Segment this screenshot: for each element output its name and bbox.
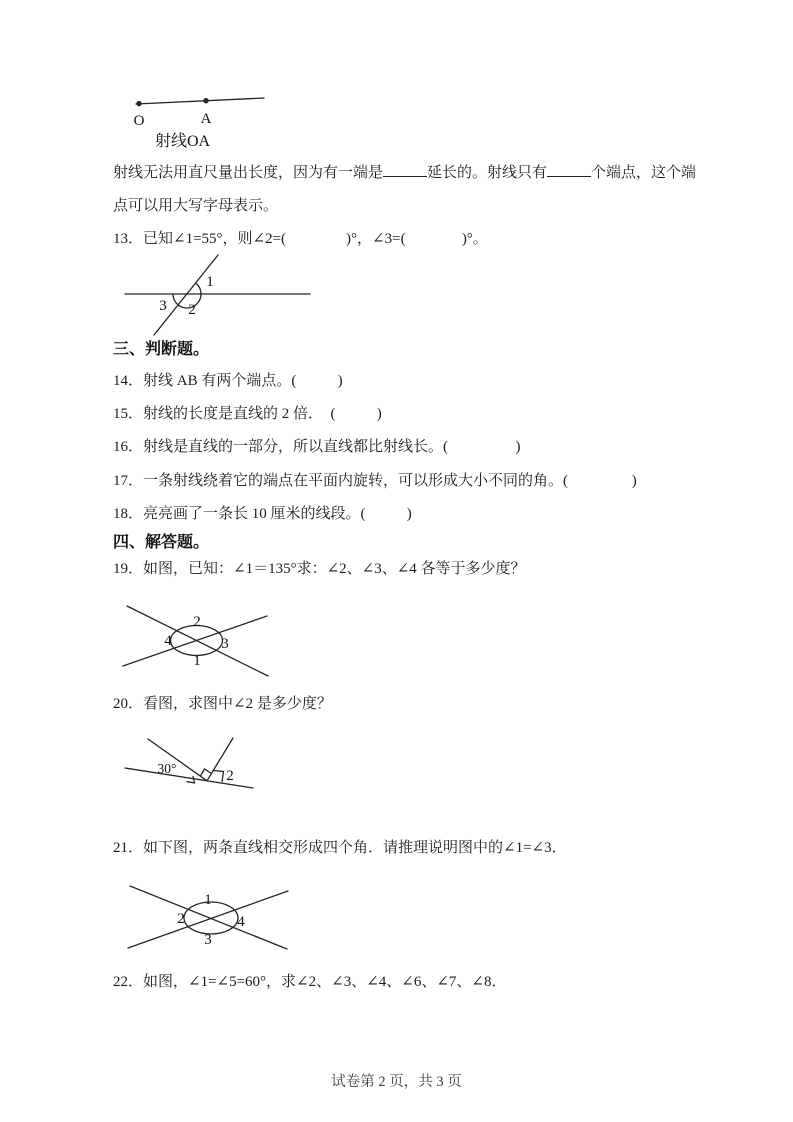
section-3-heading: 三、判断题。	[113, 341, 210, 358]
angle-1-arc	[196, 283, 201, 294]
q13-angle-figure	[118, 247, 328, 342]
right-angle-mark	[200, 769, 211, 776]
question-17: 17．一条射线绕着它的端点在平面内旋转，可以形成大小不同的角。( )	[113, 473, 637, 489]
question-19: 19．如图，已知：∠1＝135°求：∠2、∠3、∠4 各等于多少度？	[113, 561, 526, 577]
ray-line	[136, 98, 264, 104]
question-20: 20．看图，求图中∠2 是多少度？	[113, 696, 332, 712]
q19-crossing-figure	[105, 597, 320, 692]
angle-1-label: 1	[204, 892, 212, 908]
angle-3-label: 3	[159, 298, 167, 314]
ray-caption: 射线OA	[155, 133, 211, 150]
question-22: 22．如图，∠1=∠5=60°，求∠2、∠3、∠4、∠6、∠7、∠8．	[113, 974, 507, 990]
fill-blank-1	[383, 163, 427, 177]
angle-2-label: 2	[193, 614, 201, 630]
angle-3-label: 3	[221, 636, 229, 652]
angle-1-label: 1	[206, 274, 214, 290]
question-21: 21．如下图，两条直线相交形成四个角．请推理说明图中的∠1=∠3．	[113, 840, 567, 856]
angle-2-label: 2	[177, 911, 185, 927]
intro-line-1	[113, 163, 713, 185]
page-footer: 试卷第 2 页，共 3 页	[331, 1074, 462, 1090]
endpoint-o-dot	[136, 101, 141, 106]
base-line	[125, 768, 253, 788]
angle-3-label: 3	[204, 932, 212, 948]
angle-1-label: 1	[193, 653, 201, 669]
intro-line-2: 点可以用大写字母表示。	[113, 198, 279, 214]
point-a-dot	[203, 98, 208, 103]
q20-angle-figure	[113, 727, 308, 802]
ray-oa-figure	[115, 85, 300, 153]
intro-text-2: 延长的。射线只有	[427, 165, 548, 181]
angle-2-mark	[213, 771, 224, 782]
fill-blank-2	[547, 163, 591, 177]
intro-text-3: 个端点，这个端	[591, 165, 697, 181]
point-label-a: A	[200, 111, 212, 127]
angle-2-label: 2	[188, 302, 196, 318]
question-15: 15．射线的长度是直线的 2 倍． ( )	[113, 406, 382, 422]
angle-2-label: 2	[226, 768, 234, 784]
transversal-line	[154, 255, 218, 335]
question-18: 18．亮亮画了一条长 10 厘米的线段。( )	[113, 506, 412, 522]
angle-4-label: 4	[164, 633, 172, 649]
angle-4-label: 4	[237, 914, 245, 930]
question-14: 14．射线 AB 有两个端点。( )	[113, 373, 343, 389]
question-13: 13．已知∠1=55°，则∠2=( )°，∠3=( )°。	[113, 231, 488, 247]
question-16: 16．射线是直线的一部分，所以直线都比射线长。( )	[113, 439, 521, 455]
point-label-o: O	[133, 113, 145, 129]
section-4-heading: 四、解答题。	[113, 534, 210, 551]
q21-crossing-figure	[103, 877, 308, 965]
intro-text-1: 射线无法用直尺量出长度，因为有一端是	[113, 165, 384, 181]
angle-30-label: 30°	[157, 761, 177, 776]
